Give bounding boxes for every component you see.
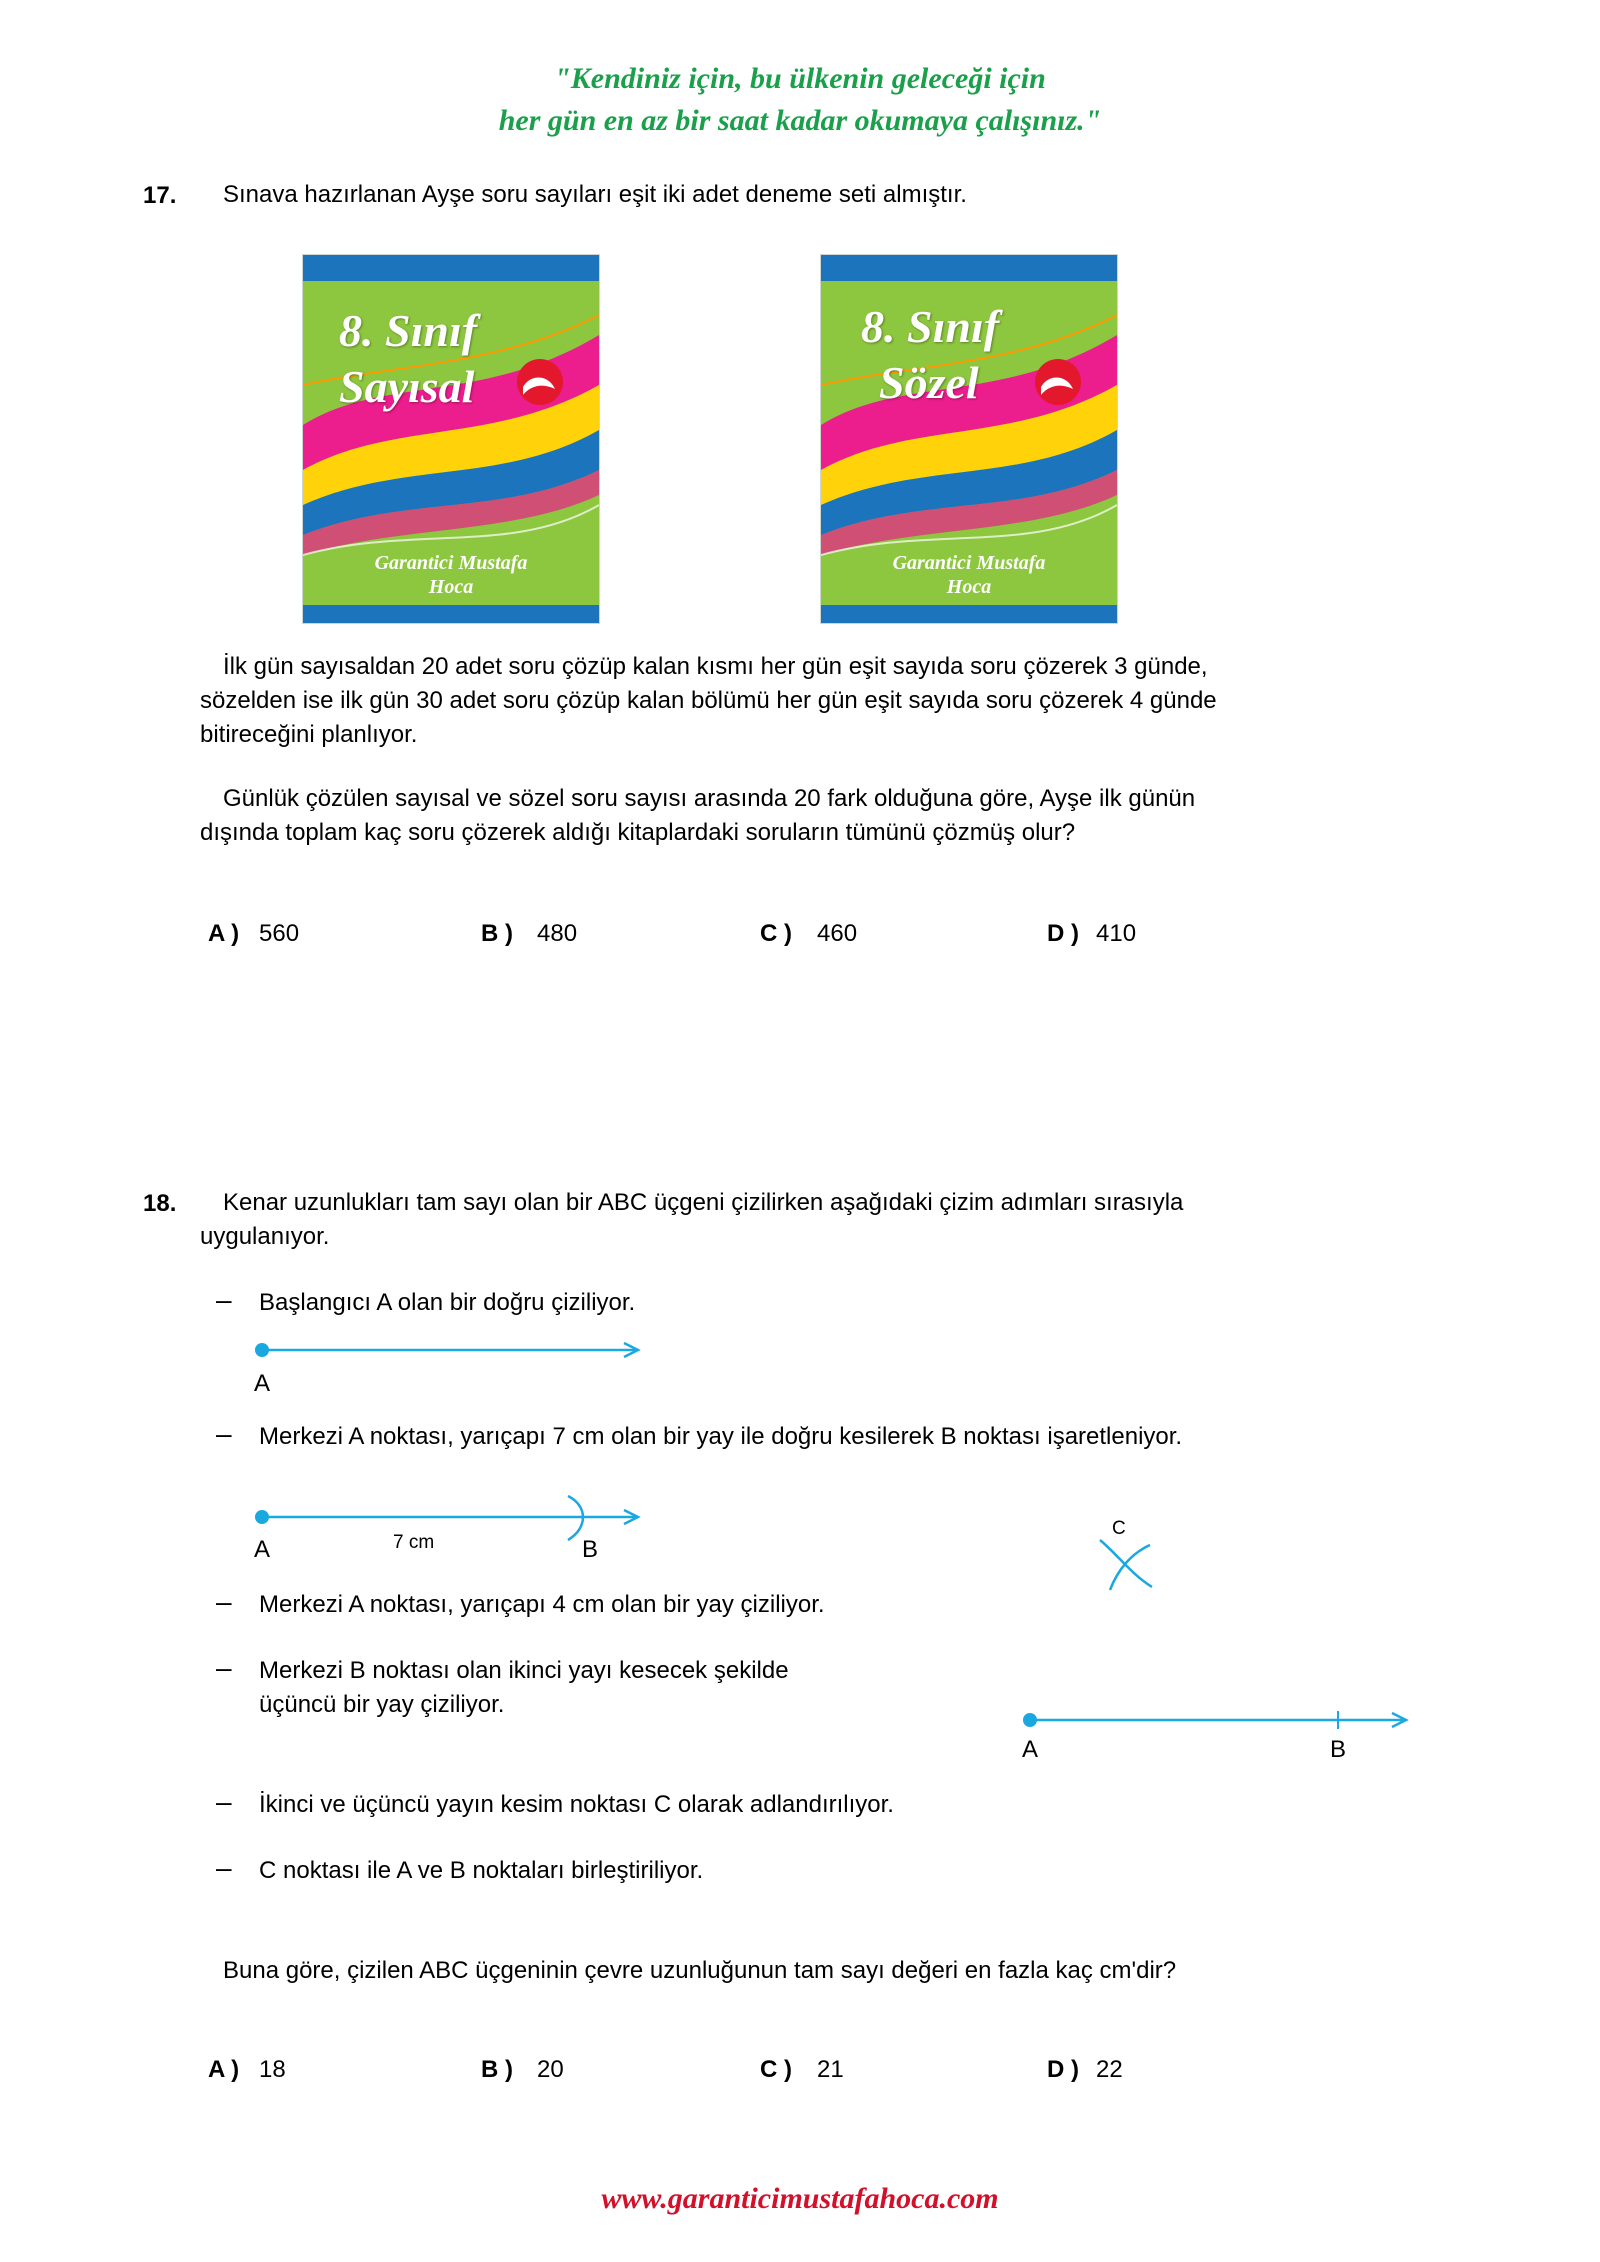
option-letter: A ) [208, 2056, 240, 2083]
point-a-label: A [254, 1536, 271, 1563]
question-18-number: 18. [143, 1190, 177, 1217]
footer-website-link[interactable]: www.garanticimustafahoca.com [601, 2182, 999, 2215]
option-value: 22 [1096, 2056, 1123, 2083]
book-title-line-2: Sözel [879, 357, 979, 408]
step-4-bullet: – [216, 1652, 232, 1683]
step-2-text: Merkezi A noktası, yarıçapı 7 cm olan bir yay ile doğru kesilerek B noktası işaretleniyor. [259, 1423, 1183, 1450]
step-6-text: C noktası ile A ve B noktaları birleştiriliyor. [259, 1857, 704, 1884]
step-4-text-line-1: Merkezi B noktası olan ikinci yayı kesecek şekilde [259, 1657, 789, 1684]
q17-paragraph-1-line-3: bitireceğini planlıyor. [200, 721, 418, 748]
option-letter: B ) [481, 2056, 513, 2083]
q17-paragraph-1-line-1: İlk gün sayısaldan 20 adet soru çözüp kalan kısmı her gün eşit sayıda soru çözerek 3 günde, [223, 653, 1208, 680]
option-letter: D ) [1047, 920, 1079, 947]
book-author-line-2: Hoca [946, 576, 992, 598]
question-18-prompt: Buna göre, çizilen ABC üçgeninin çevre uzunluğunun tam sayı değeri en fazla kaç cm'dir? [223, 1957, 1177, 1984]
option-letter: C ) [760, 920, 792, 947]
option-letter: A ) [208, 920, 240, 947]
page-header-quote [0, 58, 1600, 142]
question-17-number: 17. [143, 182, 177, 209]
step-1-bullet: – [216, 1284, 232, 1315]
option-value: 480 [537, 920, 578, 947]
step-1-text: Başlangıcı A olan bir doğru çiziliyor. [259, 1289, 636, 1316]
book-cover-sayisal [302, 254, 600, 624]
step-3-text: Merkezi A noktası, yarıçapı 4 cm olan bir yay çiziliyor. [259, 1591, 825, 1618]
option-letter: C ) [760, 2056, 792, 2083]
q17-paragraph-2-line-2: dışında toplam kaç soru çözerek aldığı kitaplardaki soruların tümünü çözmüş olur? [200, 819, 1076, 846]
option-value: 460 [817, 920, 858, 947]
step-3-bullet: – [216, 1586, 232, 1617]
segment-ab-right-diagram [1018, 1708, 1418, 1738]
book-author-line-1: Garantici Mustafa [892, 552, 1046, 574]
option-letter: B ) [481, 920, 513, 947]
point-a-label: A [254, 1370, 271, 1397]
point-a-label: A [1022, 1736, 1039, 1763]
option-value: 20 [537, 2056, 564, 2083]
q17-paragraph-1-line-2: sözelden ise ilk gün 30 adet soru çözüp kalan bölümü her gün eşit sayıda soru çözerek 4 günde [200, 687, 1217, 714]
option-value: 560 [259, 920, 300, 947]
book-title-line-1: 8. Sınıf [861, 301, 1000, 352]
step-5-bullet: – [216, 1786, 232, 1817]
question-18-intro-line-2: uygulanıyor. [200, 1223, 330, 1250]
step-2-bullet: – [216, 1418, 232, 1449]
arcs-intersection-diagram [1090, 1535, 1160, 1595]
book-cover-sozel [820, 254, 1118, 624]
step-4-text-line-2: üçüncü bir yay çiziliyor. [259, 1691, 505, 1718]
option-value: 18 [259, 2056, 286, 2083]
ray-from-a-diagram [250, 1338, 650, 1368]
option-value: 410 [1096, 920, 1137, 947]
header-line-1: "Kendiniz için, bu ülkenin geleceği için [554, 62, 1046, 95]
book-title-line-2: Sayısal [339, 361, 475, 412]
book-title-line-1: 8. Sınıf [339, 305, 478, 356]
header-line-2: her gün en az bir saat kadar okumaya çalışınız." [498, 104, 1102, 137]
point-b-label: B [1330, 1736, 1347, 1763]
book-author-line-2: Hoca [428, 576, 474, 598]
step-5-text: İkinci ve üçüncü yayın kesim noktası C olarak adlandırılıyor. [259, 1791, 894, 1818]
question-17-intro: Sınava hazırlanan Ayşe soru sayıları eşit iki adet deneme seti almıştır. [223, 181, 967, 208]
point-b-label: B [582, 1536, 599, 1563]
segment-ab-diagram [250, 1488, 650, 1528]
option-value: 21 [817, 2056, 844, 2083]
book-author-line-1: Garantici Mustafa [374, 552, 528, 574]
distance-label: 7 cm [393, 1532, 435, 1553]
point-c-label: C [1112, 1518, 1126, 1539]
question-18-intro-line-1: Kenar uzunlukları tam sayı olan bir ABC üçgeni çizilirken aşağıdaki çizim adımları sırasıyla [223, 1189, 1184, 1216]
option-letter: D ) [1047, 2056, 1079, 2083]
step-6-bullet: – [216, 1852, 232, 1883]
q17-paragraph-2-line-1: Günlük çözülen sayısal ve sözel soru sayısı arasında 20 fark olduğuna göre, Ayşe ilk günün [223, 785, 1196, 812]
